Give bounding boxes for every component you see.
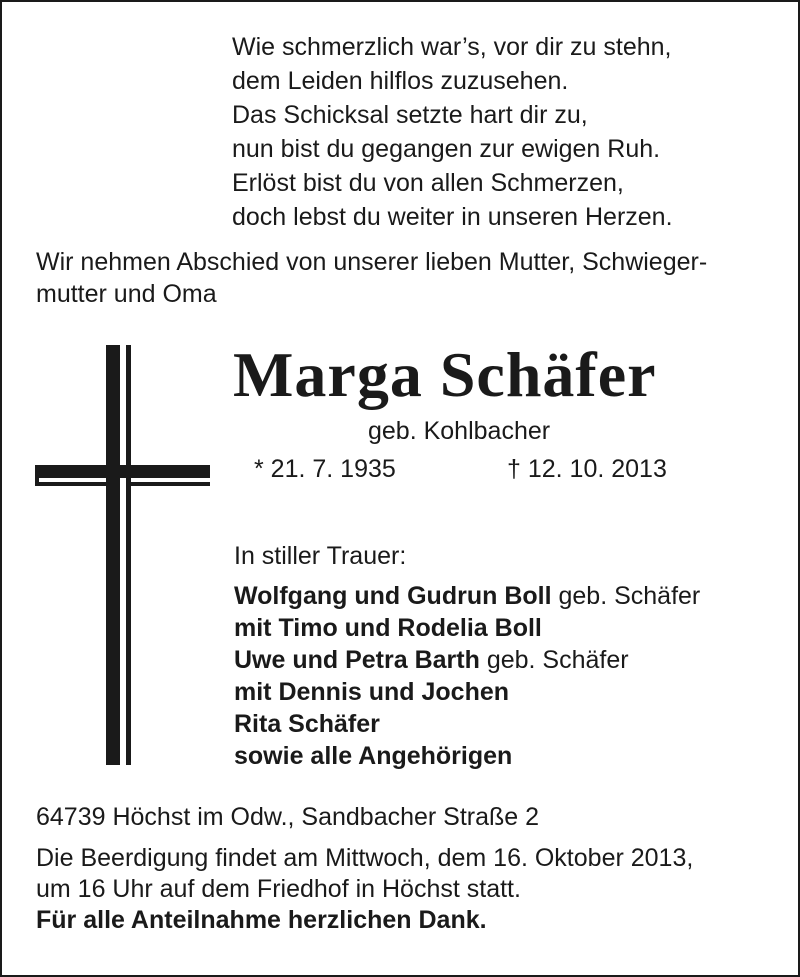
mourner-name: Wolfgang und Gudrun Boll xyxy=(234,582,552,610)
mourner-note: geb. Schäfer xyxy=(551,582,701,610)
mourner-entry xyxy=(234,612,700,644)
cross-icon xyxy=(30,345,210,765)
birth-date: * 21. 7. 1935 xyxy=(254,455,396,483)
family-address: 64739 Höchst im Odw., Sandbacher Straße 2 xyxy=(36,803,540,831)
maiden-name: geb. Kohlbacher xyxy=(368,417,551,445)
death-date: † 12. 10. 2013 xyxy=(507,455,667,483)
mourner-entry xyxy=(234,676,700,708)
mourner-entry xyxy=(234,708,700,740)
poem-line: Erlöst bist du von allen Schmerzen, xyxy=(232,169,624,197)
mourner-entry xyxy=(234,580,700,612)
poem xyxy=(232,30,673,234)
poem-line: doch lebst du weiter in unseren Herzen. xyxy=(232,203,673,231)
poem-line: dem Leiden hilflos zuzusehen. xyxy=(232,67,569,95)
farewell-intro xyxy=(36,246,707,310)
mourner-entry xyxy=(234,644,700,676)
poem-line: Wie schmerzlich war’s, vor dir zu stehn, xyxy=(232,33,672,61)
mourner-name: mit Timo und Rodelia Boll xyxy=(234,614,542,642)
mourner-note: geb. Schäfer xyxy=(479,646,629,674)
funeral-line: Die Beerdigung findet am Mittwoch, dem 16. Oktober 2013, xyxy=(36,844,694,872)
poem-line: nun bist du gegangen zur ewigen Ruh. xyxy=(232,135,661,163)
poem-line: Das Schicksal setzte hart dir zu, xyxy=(232,101,588,129)
mourner-name: mit Dennis und Jochen xyxy=(234,678,510,706)
intro-line: Wir nehmen Abschied von unserer lieben Mutter, Schwieger- xyxy=(36,248,708,276)
mourners-list xyxy=(234,580,700,772)
mourning-label: In stiller Trauer: xyxy=(234,542,407,570)
deceased-name: Marga Schäfer xyxy=(233,339,657,410)
mourner-name: sowie alle Angehörigen xyxy=(234,742,513,770)
intro-line: mutter und Oma xyxy=(36,280,217,308)
thanks-line: Für alle Anteilnahme herzlichen Dank. xyxy=(36,906,487,934)
funeral-line: um 16 Uhr auf dem Friedhof in Höchst statt. xyxy=(36,875,521,903)
mourner-entry xyxy=(234,740,700,772)
mourner-name: Uwe und Petra Barth xyxy=(234,646,480,674)
funeral-notice xyxy=(36,843,693,936)
mourner-name: Rita Schäfer xyxy=(234,710,380,738)
